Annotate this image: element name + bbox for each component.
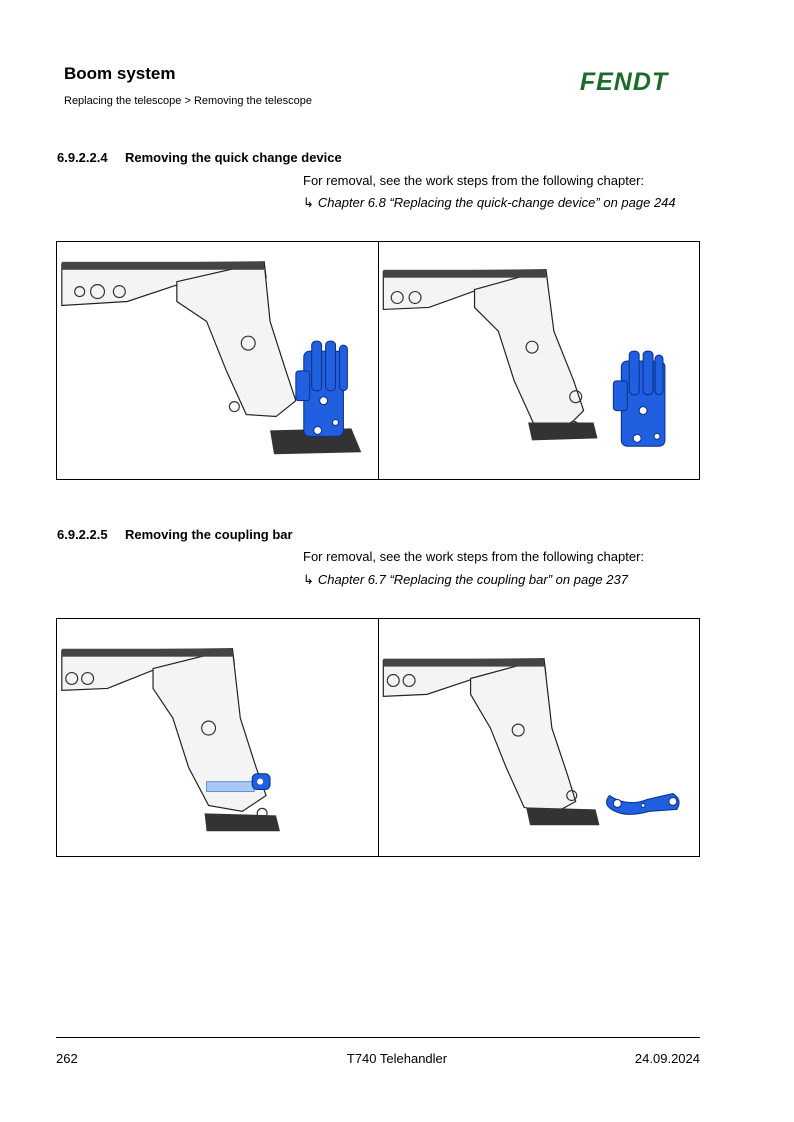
page-number: 262 <box>56 1051 78 1066</box>
breadcrumb: Replacing the telescope > Removing the telescope <box>64 95 312 107</box>
chapter-link-coupling-bar[interactable] <box>303 572 628 588</box>
boom-illustration-attached <box>57 242 378 479</box>
chapter-link-label: Chapter 6.8 “Replacing the quick-change device” on page 244 <box>317 195 676 210</box>
boom-illustration-removed <box>379 242 699 479</box>
arrow-icon: ↳ <box>303 195 314 210</box>
figure-pane-removed <box>378 619 699 856</box>
document-date: 24.09.2024 <box>634 1051 700 1066</box>
footer-divider <box>56 1037 700 1038</box>
figure-pane-attached <box>57 619 378 856</box>
boom-illustration-attached <box>57 619 378 856</box>
section-number: 6.9.2.2.4 <box>57 150 108 165</box>
page-title: Boom system <box>64 64 176 83</box>
fendt-logo <box>566 66 682 96</box>
section-number: 6.9.2.2.5 <box>57 527 108 542</box>
figure-pane-attached <box>57 242 378 479</box>
chapter-link-label: Chapter 6.7 “Replacing the coupling bar” on page 237 <box>317 572 628 587</box>
chapter-link-quick-change[interactable] <box>303 195 676 211</box>
section-heading-quick-change <box>57 150 342 165</box>
instruction-text: For removal, see the work steps from the following chapter: <box>303 173 645 188</box>
boom-illustration-removed <box>379 619 699 856</box>
figure-coupling-bar-removal <box>56 618 700 857</box>
figure-pane-removed <box>378 242 699 479</box>
arrow-icon: ↳ <box>303 572 314 587</box>
document-title: T740 Telehandler <box>346 1051 448 1066</box>
section-title: Removing the quick change device <box>125 150 342 165</box>
section-heading-coupling-bar <box>57 527 293 542</box>
section-title: Removing the coupling bar <box>125 527 293 542</box>
figure-quick-change-removal <box>56 241 700 480</box>
svg-text:FENDT: FENDT <box>579 68 669 96</box>
instruction-text: For removal, see the work steps from the following chapter: <box>303 549 645 564</box>
